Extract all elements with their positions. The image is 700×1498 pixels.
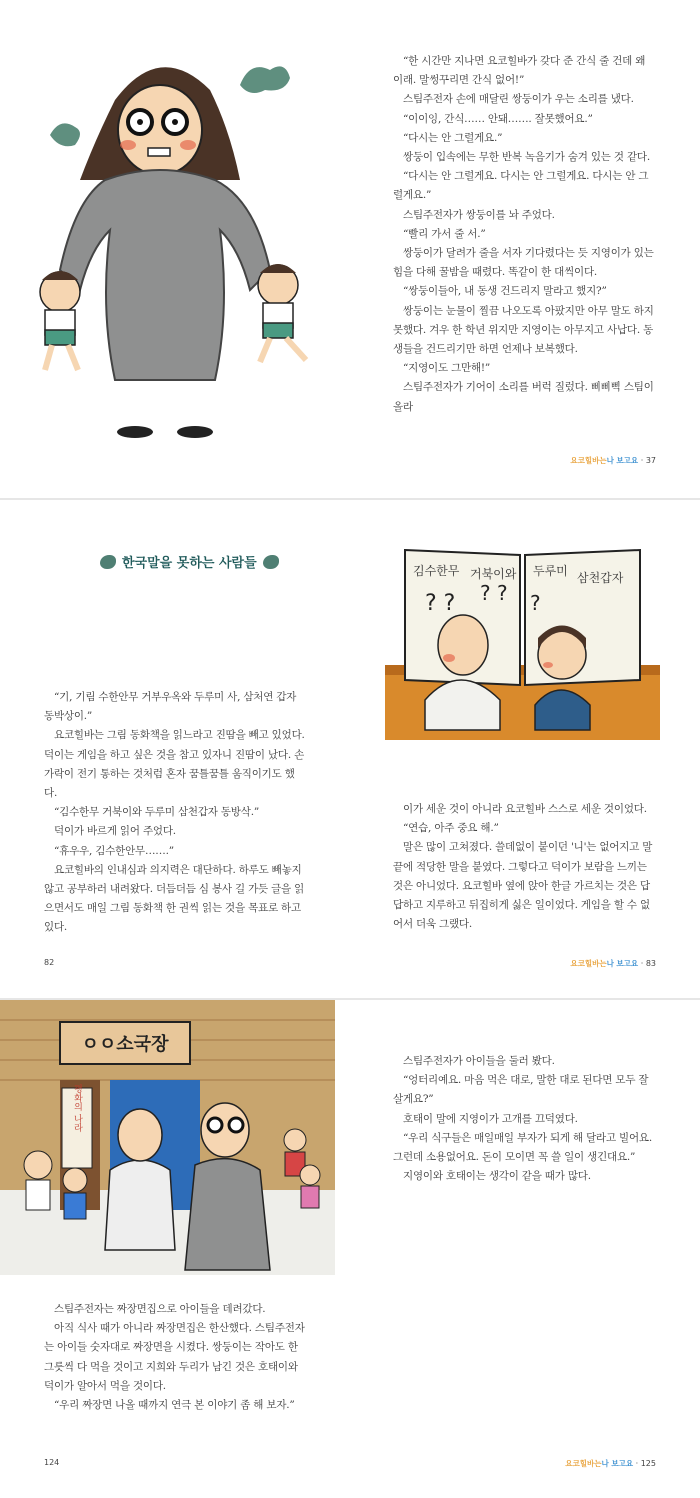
illustration-shop-group [0,1000,335,1275]
page-125-text [393,1052,657,1186]
series-logo: 요코힐바는나 보고요 [565,1459,634,1468]
spread-pages-36-37 [0,0,700,498]
paragraph: 스팀주전자 손에 매달린 쌍둥이가 우는 소리를 냈다. [403,93,634,106]
page-124-text [44,1300,306,1415]
paragraph: “이이잉, 간식…… 안돼……. 잘못했어요.” [403,112,593,125]
shop-sign: ㅇㅇ소국장 [81,1034,169,1055]
svg-text:?: ? [530,591,541,615]
paragraph: “우리 식구들은 매일매일 부자가 되게 해 달라고 빌어요. 그런데 소용없어요. 돈이 모이면 꼭 쓸 일이 생긴대요.” [393,1131,653,1164]
series-logo: 요코힐바는나 보고요 [570,456,639,465]
paragraph: 스팀주전자는 짜장면집으로 아이들을 데려갔다. [54,1303,266,1315]
paragraph: “기, 기림 수한안무 거부우옥와 두루미 사, 삼처연 갑자 동박상이.” [44,691,297,723]
book-word: 두루미 [533,564,568,578]
page-37-text [393,52,657,417]
page-82-text [44,688,306,938]
series-logo: 요코힐바는나 보고요 [570,959,639,968]
paragraph: “연습, 아주 중요 해.” [403,822,499,835]
side-sign: 평화의 나라 [72,1084,82,1132]
paragraph: 스팀주전자가 아이들을 둘러 봤다. [403,1055,555,1067]
paragraph: “우리 짜장면 나올 때까지 연극 본 이야기 좀 해 보자.” [54,1399,295,1412]
paragraph: 지영이와 호태이는 생각이 같을 때가 많다. [403,1170,591,1183]
book-word: 거북이와 [470,567,517,581]
illustration-woman-holding-twins [10,30,340,450]
paragraph: “다시는 안 그럴게요.” [403,131,503,144]
paragraph: “휴우우, 김수한안무…….” [54,844,174,857]
book-word: 삼천갑자 [577,571,624,585]
paragraph: 호태이 말에 지영이가 고개를 끄덕였다. [403,1112,578,1125]
page-number-right: 요코힐바는나 보고요 · 125 [565,1459,656,1468]
paragraph: 아직 식사 때가 아니라 짜장면집은 한산했다. 스팀주전자는 아이들 숫자대로 짜장면을 시켰다. 쌍둥이는 작아도 한 그릇씩 다 먹을 것이고 지희와 두리가 남긴 것은 호태이와 덕이가 알아서 먹을 것이다. [44,1322,305,1392]
page-number-right: 요코힐바는나 보고요 · 37 [570,456,656,465]
spread-pages-124-125 [0,1000,700,1498]
paragraph: 스팀주전자가 쌍둥이를 놔 주었다. [403,208,555,221]
svg-text:? ?: ? ? [425,591,456,616]
paragraph: 덕이가 바르게 읽어 주었다. [54,825,176,838]
chapter-title: 한국말을 못하는 사람들 [122,556,257,571]
chapter-heading [100,552,279,571]
page-83-text [393,800,657,934]
paragraph: “빨리 가서 줄 서.” [403,227,486,240]
illustration-reading-book [385,540,660,740]
paragraph: 쌍둥이는 눈물이 찔끔 나오도록 아팠지만 아무 말도 하지 못했다. 겨우 한 학년 위지만 지영이는 아무지고 사납다. 동생들을 건드리기만 하면 언제나 보복했다. [393,304,654,356]
paragraph: 스팀주전자가 기어이 소리를 버럭 질렀다. 삐삐삑 스팀이 올라 [393,381,654,413]
paragraph: 요코힐바는 그림 동화책을 읽느라고 진땀을 빼고 있었다. 덕이는 게임을 하고 싶은 것을 참고 있자니 진땀이 났다. 손가락이 전기 통하는 것처럼 혼자 꿈틀꿈틀 움직이기도 했다. [44,729,305,800]
book-word: 김수한무 [413,564,460,578]
paragraph: 쌍둥이가 달려가 줄을 서자 기다렸다는 듯 지영이가 있는 힘을 다해 꿀밤을 때렸다. 똑같이 한 대씩이다. [393,247,654,279]
paragraph: 말은 많이 고쳐졌다. 쓸데없이 붙이던 '니'는 없어지고 말끝에 적당한 말을 붙였다. 그렇다고 덕이가 보람을 느끼는 것은 아니었다. 요코힐바 옆에 앉아 한글 가르치는 것은 답답하고 지루하고 뒤집히게 싫은 일이었다. 게임을 할 수 없어서 더욱 그랬다. [393,841,653,931]
paragraph: “김수한무 거북이와 두루미 삼천갑자 동방삭.” [54,806,259,819]
paragraph: “쌍둥이들아, 내 동생 건드리지 말라고 했지?” [403,285,607,298]
page-number-left: 124 [44,1458,60,1467]
paragraph: “엉터리예요. 마음 먹은 대로, 말한 대로 된다면 모두 잘 살게요?” [393,1074,649,1106]
page-number-right: 요코힐바는나 보고요 · 83 [570,959,656,968]
spread-pages-82-83 [0,500,700,998]
paragraph: “한 시간만 지나면 요코힐바가 갖다 준 간식 줄 건데 왜 이래. 말썽꾸리면 간식 없어!” [393,55,646,87]
paragraph: 쌍둥이 입속에는 무한 반복 녹음기가 숨겨 있는 것 같다. [403,151,650,164]
paragraph: “다시는 안 그럴게요. 다시는 안 그럴게요. 다시는 안 그럴게요.” [393,170,649,202]
paragraph: 요코힐바의 인내심과 의지력은 대단하다. 하루도 빼놓지 않고 공부하러 내려왔다. 더듬더듬 심 봉사 길 가듯 글을 읽으면서도 매일 그림 동화책 한 권씩 읽는 것을 목표로 하고 있다. [44,863,305,934]
leaf-icon [263,555,279,569]
paragraph: 이가 세운 것이 아니라 요코힐바 스스로 세운 것이었다. [403,803,647,815]
paragraph: “지영이도 그만해!” [403,362,491,375]
leaf-icon [100,555,116,569]
page-number-left: 82 [44,958,55,967]
svg-text:? ?: ? ? [480,581,508,605]
